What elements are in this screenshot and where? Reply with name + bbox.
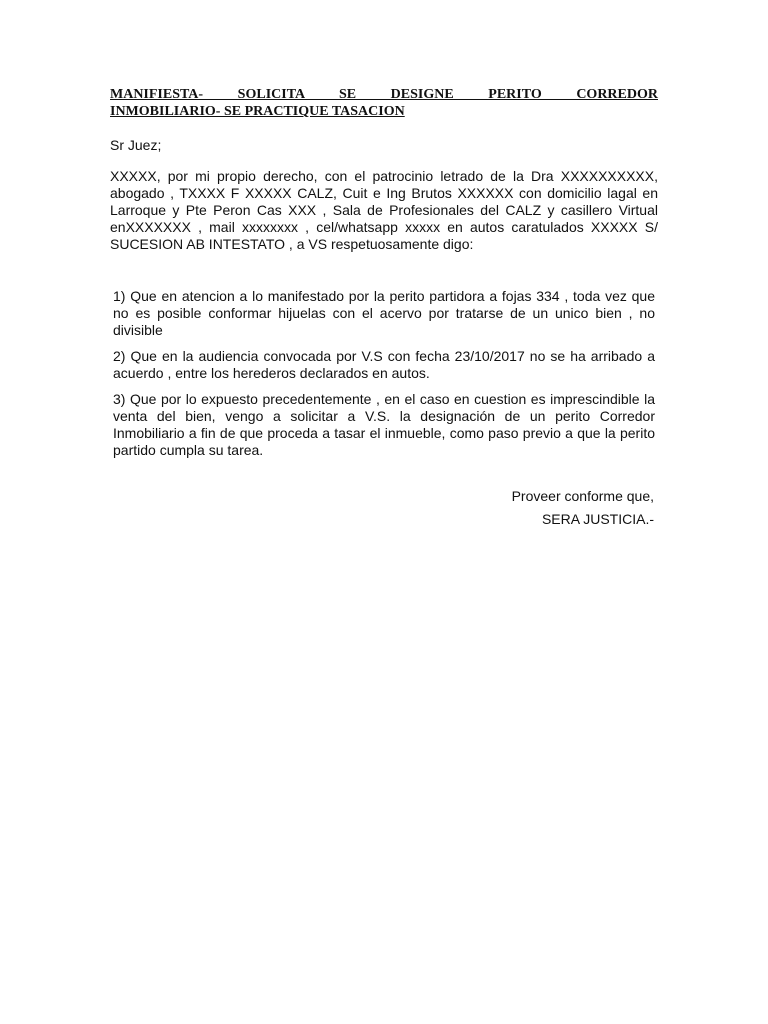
point-2: 2) Que en la audiencia convocada por V.S con fecha 23/10/2017 no se ha arribado a acuerdo , entre los herederos declarados en autos. <box>113 348 655 381</box>
closing-block <box>512 486 654 532</box>
point-3: 3) Que por lo expuesto precedentemente , en el caso en cuestion es imprescindible la venta del bien, vengo a solicitar a V.S. la designación de un perito Corredor Inmobiliario a fin de que proceda a tasar el inmueble, como paso previo a que la perito partido cumpla su tarea. <box>113 391 655 458</box>
title-line-1: MANIFIESTA- SOLICITA SE DESIGNE PERITO CORREDOR <box>110 87 658 102</box>
numbered-points <box>113 288 655 468</box>
closing-line-2: SERA JUSTICIA.- <box>541 511 654 527</box>
intro-paragraph: XXXXX, por mi propio derecho, con el patrocinio letrado de la Dra XXXXXXXXXX, abogado , TXXXX F XXXXX CALZ, Cuit e Ing Brutos XXXXXX con domicilio lagal en Larroque y Pte Peron Cas XXX , Sala de Profesionales del CALZ y casillero Virtual enXXXXXXX , mail xxxxxxxx , cel/whatsapp xxxxx en autos caratulados XXXXX S/ SUCESION AB INTESTATO , a VS respetuosamente digo: <box>110 168 658 252</box>
salutation: Sr Juez; <box>110 137 162 153</box>
title-line-2: INMOBILIARIO- SE PRACTIQUE TASACION <box>110 104 405 119</box>
document-title <box>110 86 658 120</box>
point-1: 1) Que en atencion a lo manifestado por la perito partidora a fojas 334 , toda vez que no es posible conformar hijuelas con el acervo por tratarse de un unico bien , no divisible <box>113 288 655 338</box>
closing-line-1: Proveer conforme que, <box>511 488 654 504</box>
